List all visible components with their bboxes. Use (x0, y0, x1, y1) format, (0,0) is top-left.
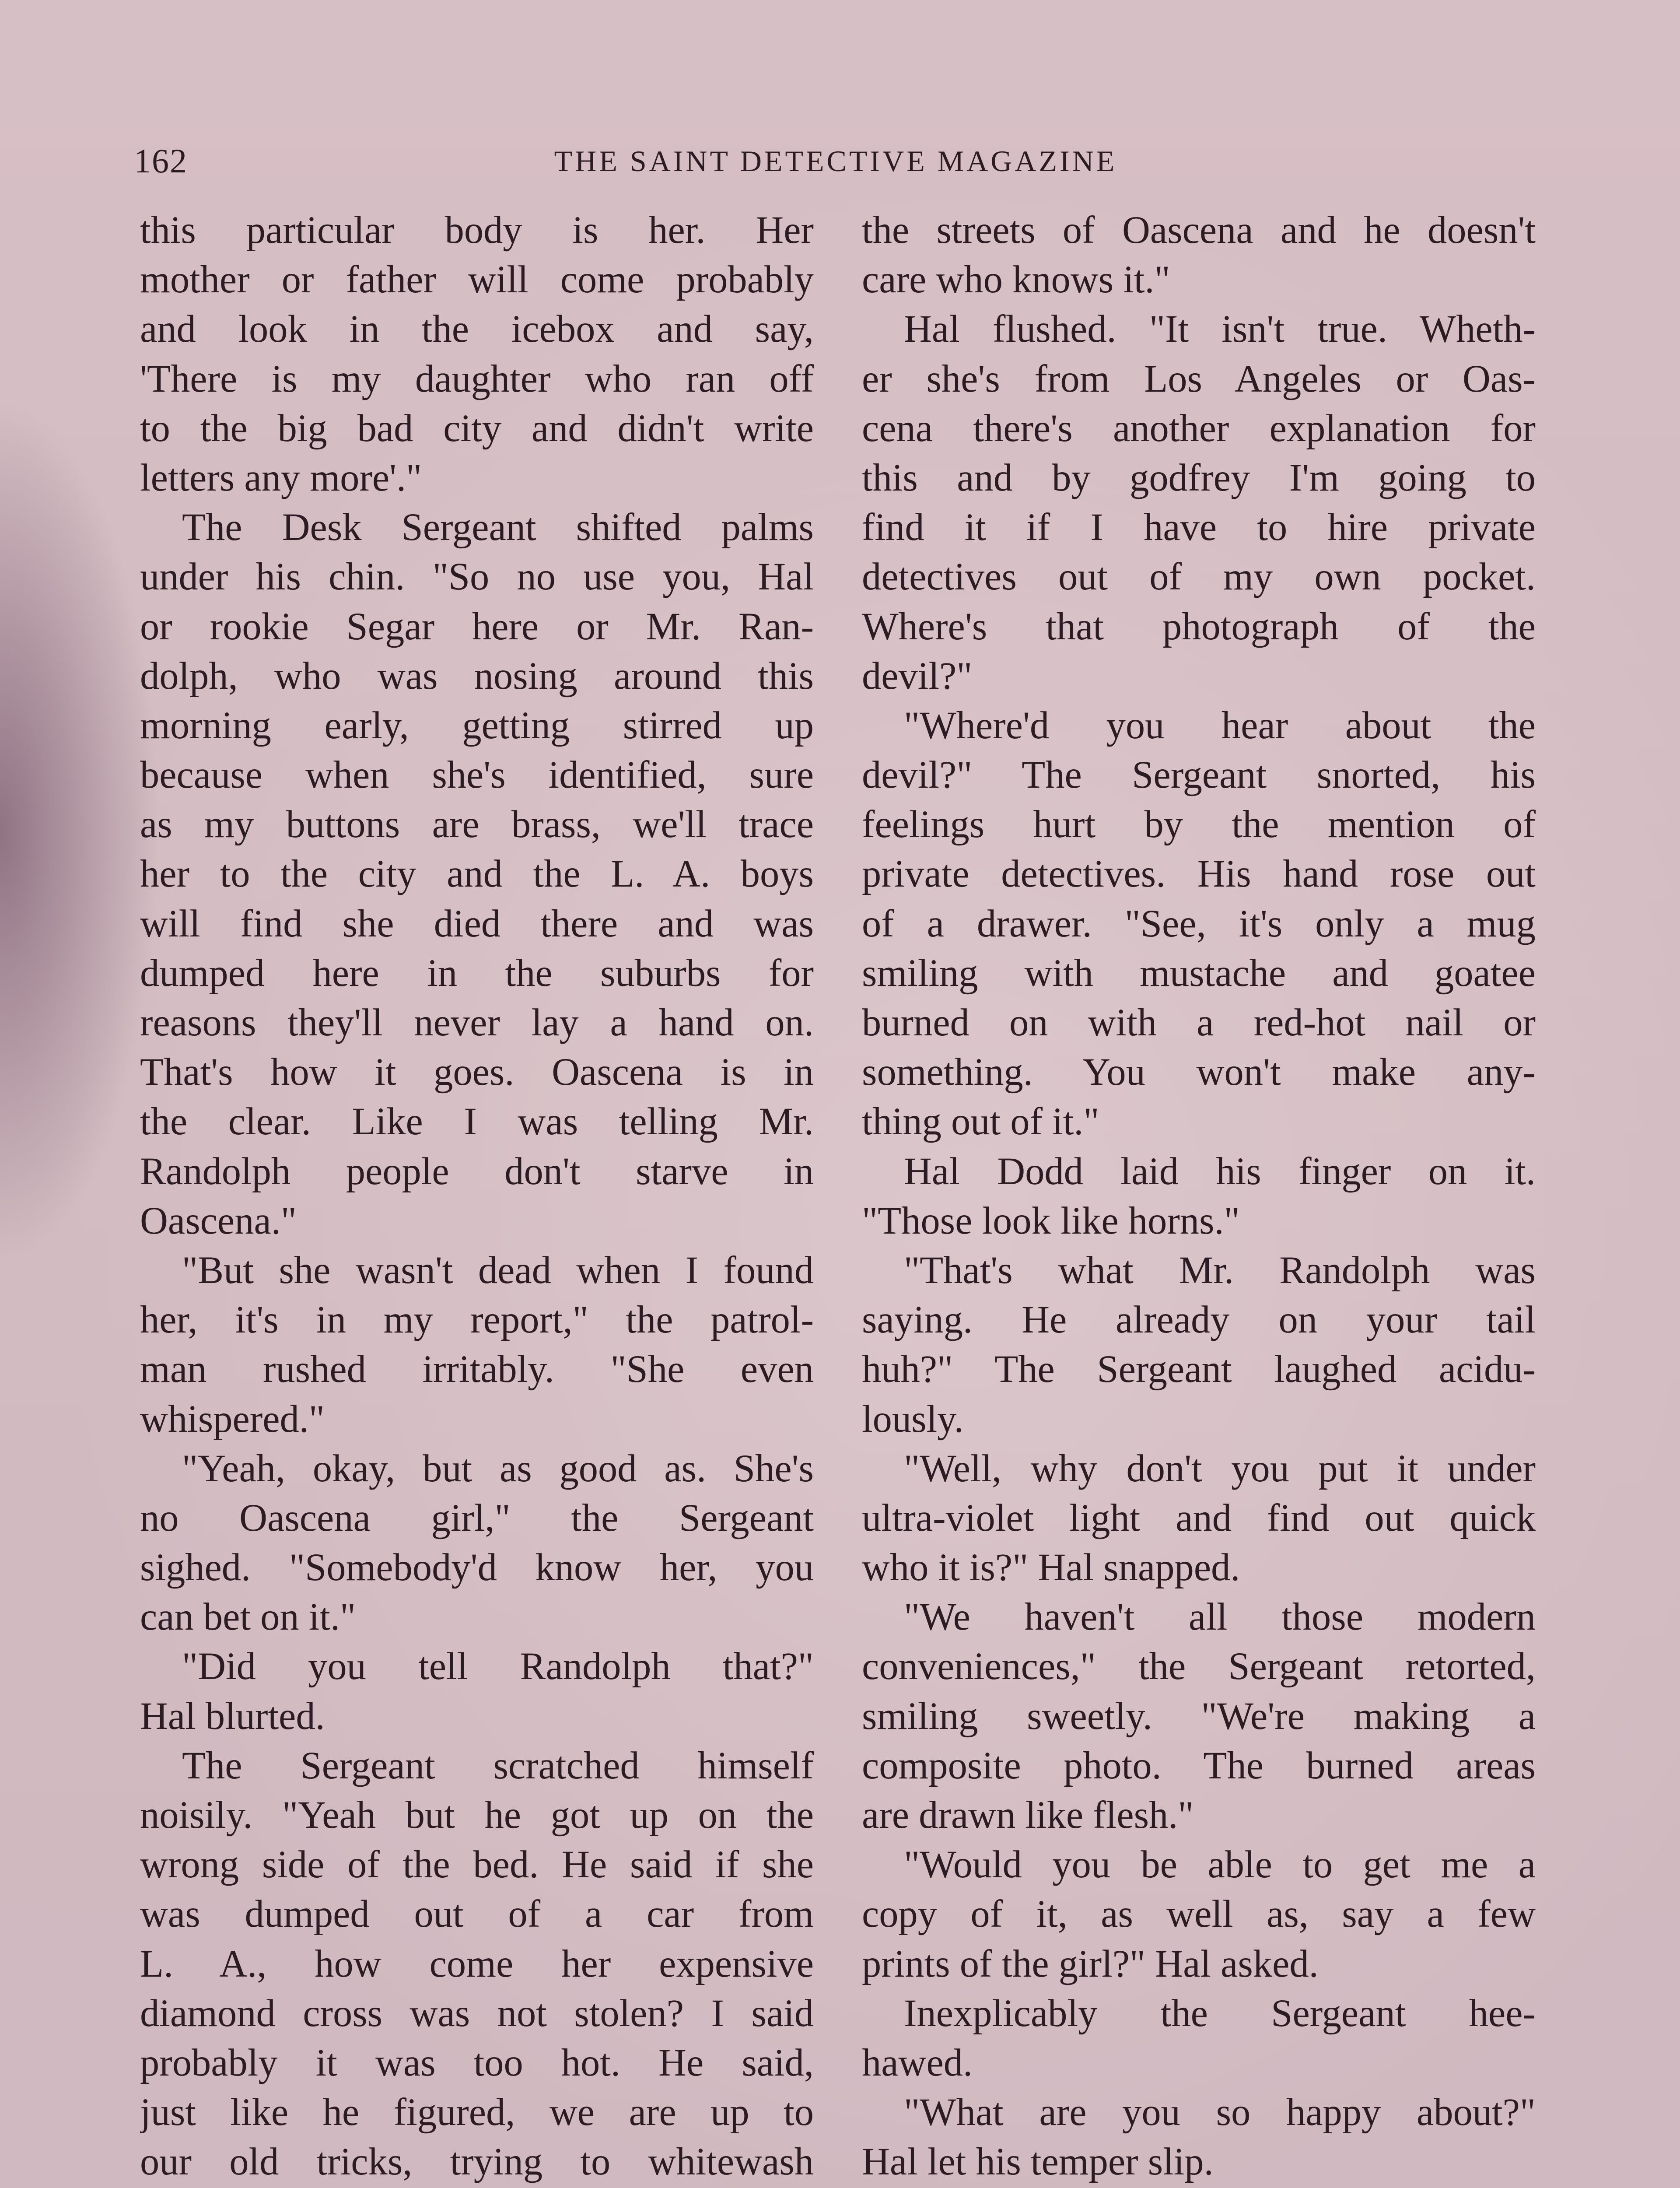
text-line: Hal flushed. "It isn't true. Wheth- (904, 308, 1536, 351)
text-line: wrong side of the bed. He said if she (140, 1843, 814, 1886)
text-line: L. A., how come her expensive (140, 1942, 814, 1985)
text-line: "Well, why don't you put it under (904, 1447, 1536, 1490)
text-line: "Did you tell Randolph that?" (182, 1645, 814, 1688)
text-line: man rushed irritably. "She even (140, 1348, 814, 1391)
text-line: will find she died there and was (140, 902, 814, 945)
text-line: to the big bad city and didn't write (140, 407, 814, 450)
text-line: composite photo. The burned areas (862, 1744, 1536, 1787)
text-line: find it if I have to hire private (862, 506, 1536, 549)
text-line: our old tricks, trying to whitewash (140, 2140, 814, 2184)
text-line: Where's that photograph of the (862, 605, 1536, 648)
text-line: huh?" The Sergeant laughed acidu- (862, 1348, 1536, 1391)
text-line: dumped here in the suburbs for (140, 951, 814, 995)
text-line: copy of it, as well as, say a few (862, 1893, 1536, 1936)
text-line: Randolph people don't starve in (140, 1150, 814, 1193)
text-line: who it is?" Hal snapped. (862, 1546, 1240, 1589)
text-line: devil?" (862, 654, 973, 698)
text-line: feelings hurt by the mention of (862, 803, 1536, 846)
text-line: of a drawer. "See, it's only a mug (862, 902, 1536, 945)
text-line: Hal blurted. (140, 1694, 325, 1738)
text-line: lously. (862, 1397, 964, 1441)
text-line: thing out of it." (862, 1100, 1099, 1143)
text-line: Hal Dodd laid his finger on it. (904, 1150, 1536, 1193)
text-line: cena there's another explanation for (862, 407, 1536, 450)
text-line: 'There is my daughter who ran off (140, 357, 814, 400)
text-line: That's how it goes. Oascena is in (140, 1051, 814, 1094)
text-line: noisily. "Yeah but he got up on the (140, 1794, 814, 1837)
text-line: "Where'd you hear about the (904, 704, 1536, 747)
text-line: probably it was too hot. He said, (140, 2041, 814, 2084)
text-line: detectives out of my own pocket. (862, 555, 1536, 599)
text-line: smiling with mustache and goatee (862, 951, 1536, 995)
text-line: "Yeah, okay, but as good as. She's (182, 1447, 814, 1490)
text-line: whispered." (140, 1397, 325, 1441)
text-line: the clear. Like I was telling Mr. (140, 1100, 814, 1143)
text-line: Inexplicably the Sergeant hee- (904, 1992, 1536, 2035)
text-line: hawed. (862, 2041, 973, 2084)
text-line: this and by godfrey I'm going to (862, 456, 1536, 499)
text-line: just like he figured, we are up to (140, 2091, 814, 2134)
text-line: "Those look like horns." (862, 1199, 1240, 1242)
text-line: diamond cross was not stolen? I said (140, 1992, 814, 2035)
text-line: mother or father will come probably (140, 258, 814, 302)
text-line: er she's from Los Angeles or Oas- (862, 357, 1536, 400)
text-line: her to the city and the L. A. boys (140, 852, 814, 896)
text-line: "That's what Mr. Randolph was (904, 1248, 1536, 1292)
text-line: "We haven't all those modern (904, 1595, 1536, 1639)
text-line: morning early, getting stirred up (140, 704, 814, 747)
text-line: dolph, who was nosing around this (140, 654, 814, 698)
text-line: devil?" The Sergeant snorted, his (862, 754, 1536, 797)
text-line: saying. He already on your tail (862, 1298, 1536, 1342)
text-line: care who knows it." (862, 258, 1170, 302)
page-number: 162 (134, 142, 188, 180)
text-line: The Desk Sergeant shifted palms (182, 506, 814, 549)
text-line: was dumped out of a car from (140, 1893, 814, 1936)
text-line: "But she wasn't dead when I found (182, 1248, 814, 1292)
text-line: conveniences," the Sergeant retorted, (862, 1645, 1536, 1688)
text-line: because when she's identified, sure (140, 754, 814, 797)
running-title: THE SAINT DETECTIVE MAGAZINE (554, 144, 1117, 178)
text-line: The Sergeant scratched himself (182, 1744, 814, 1787)
page-header (0, 139, 1680, 187)
text-line: letters any more'." (140, 456, 422, 499)
text-line: "Would you be able to get me a (904, 1843, 1536, 1886)
text-line: no Oascena girl," the Sergeant (140, 1496, 814, 1539)
text-line: the streets of Oascena and he doesn't (862, 209, 1536, 252)
text-line: smiling sweetly. "We're making a (862, 1694, 1536, 1738)
text-line: are drawn like flesh." (862, 1794, 1194, 1837)
text-column-left (140, 206, 814, 2188)
text-line: her, it's in my report," the patrol- (140, 1298, 814, 1342)
text-line: Oascena." (140, 1199, 297, 1242)
text-line: and look in the icebox and say, (140, 308, 814, 351)
text-line: this particular body is her. Her (140, 209, 814, 252)
text-line: or rookie Segar here or Mr. Ran- (140, 605, 814, 648)
text-line: ultra-violet light and find out quick (862, 1496, 1536, 1539)
text-line: private detectives. His hand rose out (862, 852, 1536, 896)
text-line: "What are you so happy about?" (904, 2091, 1536, 2134)
text-line: Hal let his temper slip. (862, 2140, 1214, 2184)
text-line: under his chin. "So no use you, Hal (140, 555, 814, 599)
text-line: sighed. "Somebody'd know her, you (140, 1546, 814, 1589)
text-line: as my buttons are brass, we'll trace (140, 803, 814, 846)
text-line: reasons they'll never lay a hand on. (140, 1001, 814, 1044)
text-line: burned on with a red-hot nail or (862, 1001, 1536, 1044)
text-column-right (862, 206, 1536, 2188)
text-line: can bet on it." (140, 1595, 356, 1639)
text-line: something. You won't make any- (862, 1051, 1536, 1094)
text-line: prints of the girl?" Hal asked. (862, 1942, 1319, 1985)
